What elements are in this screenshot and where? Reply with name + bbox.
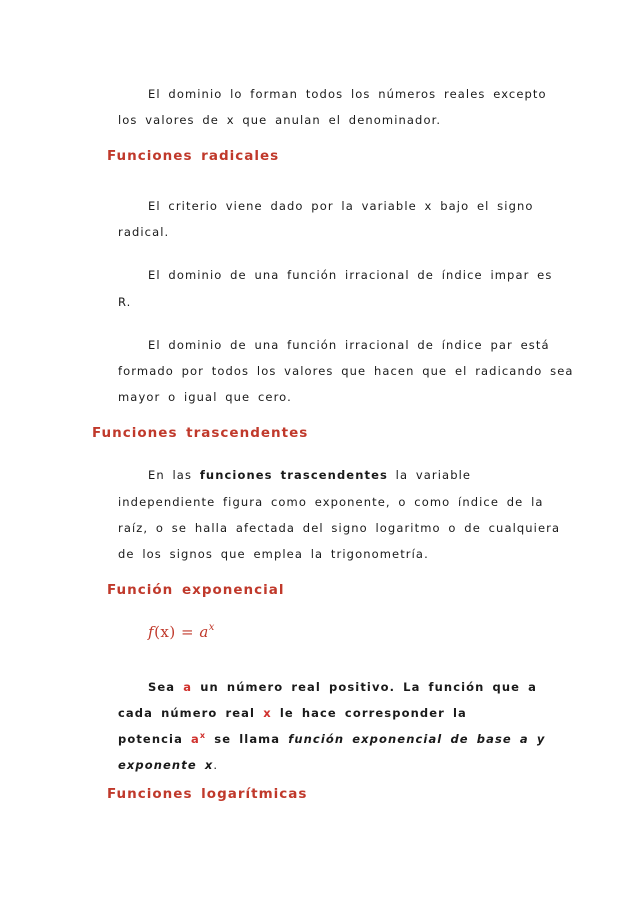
formula-exp: x <box>208 622 215 633</box>
text-line: El dominio lo forman todos los números reales excepto <box>148 87 547 101</box>
text-line: formado por todos los valores que hacen que el radicando sea <box>118 364 574 378</box>
text-line: R. <box>118 295 132 309</box>
text-line <box>118 706 467 720</box>
bold-term: funciones trascendentes <box>199 468 388 482</box>
text-line <box>118 732 546 748</box>
text-line: los valores de x que anulan el denominador. <box>118 113 442 127</box>
text-line: radical. <box>118 225 170 239</box>
formula-eq: = <box>175 623 200 641</box>
formula-arg: (x) <box>154 623 176 641</box>
text-line <box>148 468 471 482</box>
text-fragment: En las <box>148 468 200 482</box>
italic-term: función exponencial de base a y <box>288 732 546 746</box>
variable-x: x <box>263 706 272 720</box>
variable-a: a <box>183 680 193 694</box>
text-fragment: se llama <box>206 732 289 746</box>
text-fragment: la variable <box>387 468 472 482</box>
section-heading-radicales: Funciones radicales <box>107 148 280 164</box>
text-line: El dominio de una función irracional de índice impar es <box>148 268 553 282</box>
section-heading-trascendentes: Funciones trascendentes <box>92 425 309 441</box>
text-line <box>148 680 537 694</box>
variable-x-sup: x <box>199 731 207 740</box>
text-fragment: cada número real <box>118 706 264 720</box>
text-fragment: le hace corresponder la <box>271 706 467 720</box>
text-fragment: . <box>213 758 219 772</box>
text-line: mayor o igual que cero. <box>118 390 292 404</box>
text-line <box>118 758 218 772</box>
text-fragment: potencia <box>118 732 192 746</box>
formula <box>148 623 215 641</box>
formula-base: a <box>199 623 209 641</box>
italic-term: exponente x <box>118 758 214 772</box>
section-heading-logaritmicas: Funciones logarítmicas <box>107 786 308 802</box>
text-line: raíz, o se halla afectada del signo logaritmo o de cualquiera <box>118 521 561 535</box>
text-line: El criterio viene dado por la variable x bajo el signo <box>148 199 534 213</box>
formula-f: f <box>148 623 155 641</box>
text-fragment: un número real positivo. La función que a <box>192 680 538 694</box>
text-line: de los signos que emplea la trigonometría. <box>118 547 429 561</box>
text-line: independiente figura como exponente, o como índice de la <box>118 495 544 509</box>
variable-a: a <box>191 732 200 746</box>
text-fragment: Sea <box>148 680 184 694</box>
text-line: El dominio de una función irracional de índice par está <box>148 338 550 352</box>
section-heading-exponencial: Función exponencial <box>107 582 285 598</box>
